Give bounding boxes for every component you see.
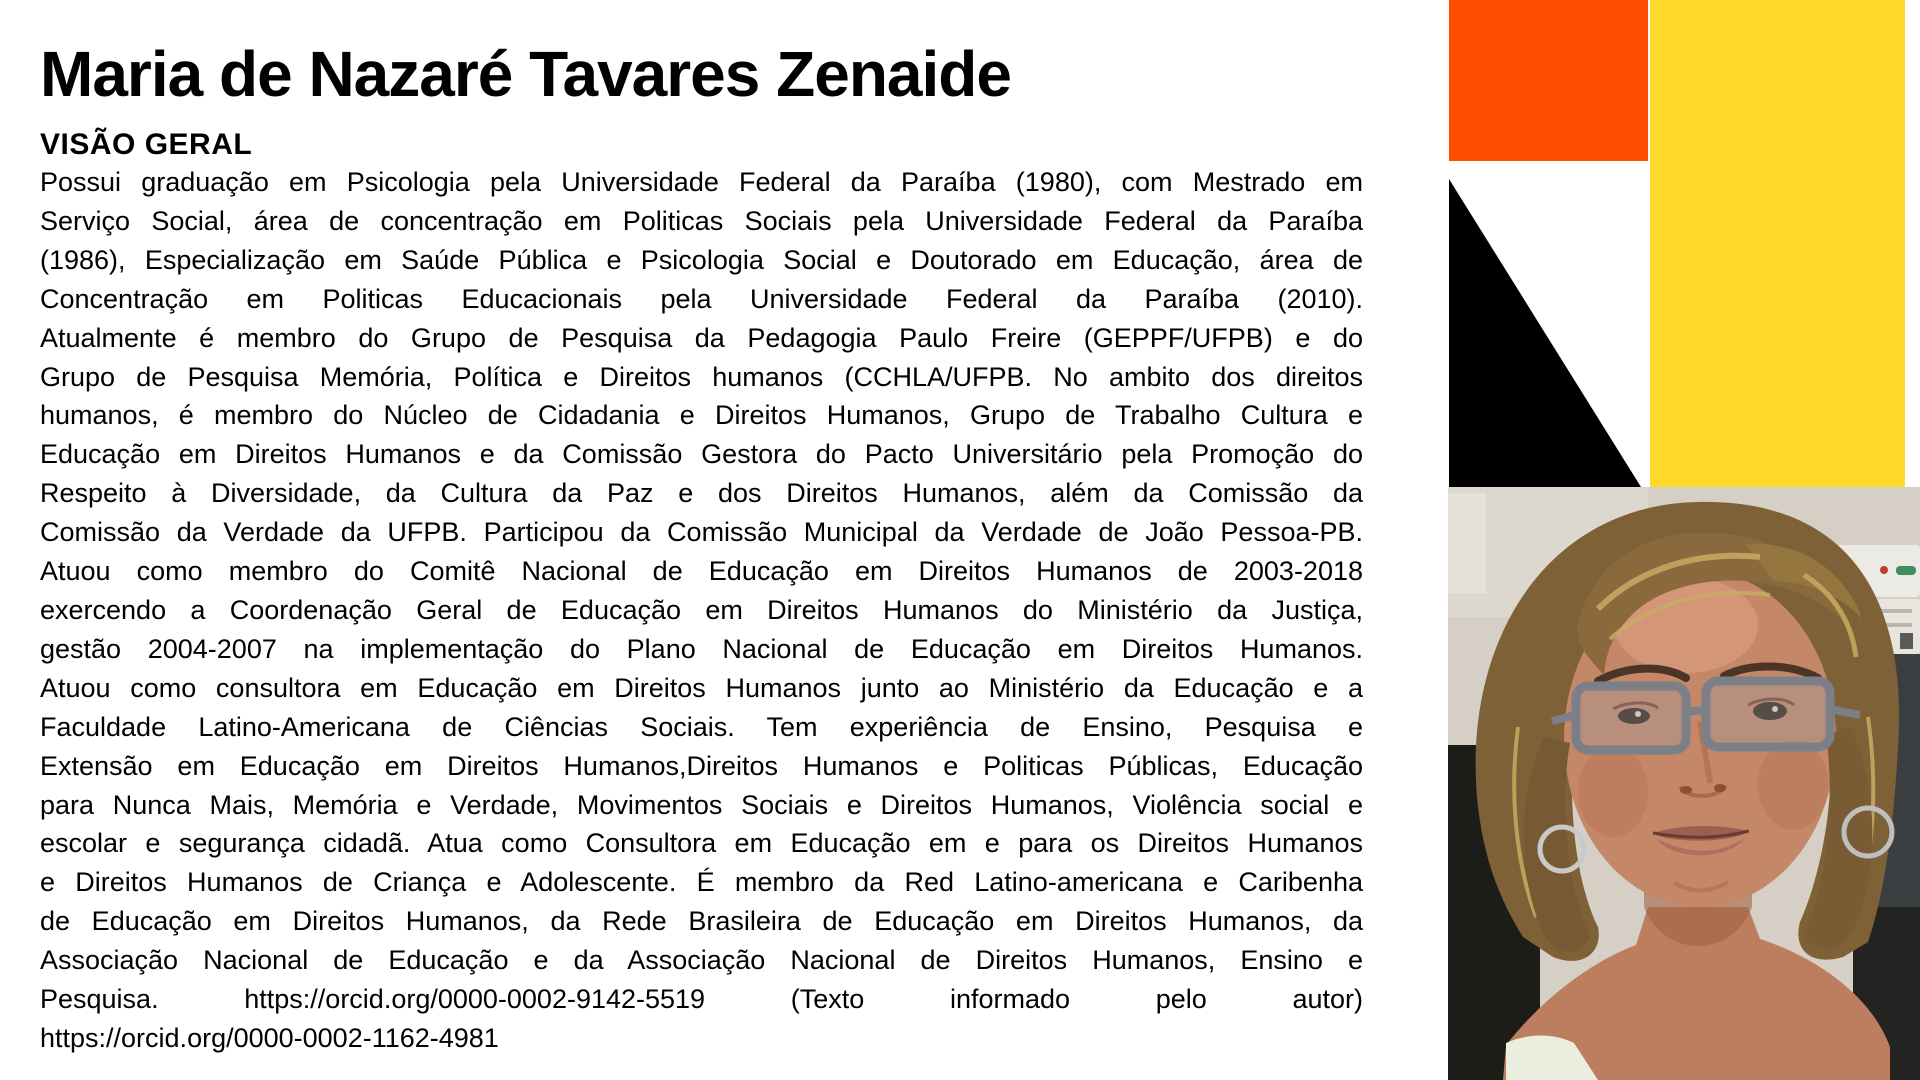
cheek-left — [1578, 747, 1648, 837]
bio-line: Possui graduação em Psicologia pela Universidade Federal da Paraíba (1980), com Mestrado em — [40, 167, 1363, 197]
left-column — [40, 0, 1363, 1058]
bio-line: Atualmente é membro do Grupo de Pesquisa da Pedagogia Paulo Freire (GEPPF/UFPB) e do — [40, 322, 1363, 353]
bio-line: Faculdade Latino-Americana de Ciências Sociais. Tem experiência de Ensino, Pesquisa e — [40, 711, 1363, 742]
bio-line: humanos, é membro do Núcleo de Cidadania e Direitos Humanos, Grupo de Trabalho Cultura e — [40, 400, 1363, 431]
biography-text — [40, 163, 1363, 1058]
bio-line: e Direitos Humanos de Criança e Adolescente. É membro da Red Latino-americana e Caribenha — [40, 867, 1363, 898]
decor-orange-rect — [1449, 0, 1648, 161]
bio-line: Grupo de Pesquisa Memória, Política e Direitos humanos (CCHLA/UFPB. No ambito dos direitos — [40, 361, 1363, 392]
section-heading: VISÃO GERAL — [40, 128, 253, 161]
bio-line: de Educação em Direitos Humanos, da Rede Brasileira de Educação em Direitos Humanos, da — [40, 906, 1363, 937]
bio-line: Associação Nacional de Educação e da Associação Nacional de Direitos Humanos, Ensino e — [40, 945, 1363, 976]
decor-yellow-rect — [1650, 0, 1905, 488]
decor-black-triangle — [1449, 179, 1641, 487]
bio-line: Atuou como membro do Comitê Nacional de Educação em Direitos Humanos de 2003-2018 — [40, 556, 1363, 587]
bio-line: escolar e segurança cidadã. Atua como Consultora em Educação em e para os Direitos Humanos — [40, 828, 1363, 859]
bio-line: (1986), Especialização em Saúde Pública e Psicologia Social e Doutorado em Educação, área de — [40, 244, 1363, 275]
bio-line: https://orcid.org/0000-0002-1162-4981 — [40, 1022, 499, 1053]
bio-line: Serviço Social, área de concentração em Politicas Sociais pela Universidade Federal da Paraíba — [40, 205, 1363, 236]
profile-photo — [1448, 487, 1920, 1080]
bio-line: Pesquisa. https://orcid.org/0000-0002-9142-5519 (Texto informado pelo autor) — [40, 984, 1363, 1015]
bio-line: Atuou como consultora em Educação em Direitos Humanos junto ao Ministério da Educação e a — [40, 672, 1363, 703]
bio-line: Respeito à Diversidade, da Cultura da Paz e dos Direitos Humanos, além da Comissão da — [40, 478, 1363, 509]
bio-line: Comissão da Verdade da UFPB. Participou da Comissão Municipal da Verdade de João Pessoa-PB. — [40, 517, 1363, 548]
cheek-right — [1758, 740, 1828, 830]
bio-line: Concentração em Politicas Educacionais pela Universidade Federal da Paraíba (2010). — [40, 283, 1363, 314]
glasses — [1552, 681, 1860, 750]
profile-photo-svg — [1448, 487, 1920, 1080]
bio-line: gestão 2004-2007 na implementação do Plano Nacional de Educação em Direitos Humanos. — [40, 633, 1363, 664]
person-name: Maria de Nazaré Tavares Zenaide — [40, 38, 1011, 110]
bio-line: exercendo a Coordenação Geral de Educação em Direitos Humanos do Ministério da Justiça, — [40, 594, 1363, 625]
bio-line: para Nunca Mais, Memória e Verdade, Movimentos Sociais e Direitos Humanos, Violência social e — [40, 789, 1363, 820]
bio-line: Educação em Direitos Humanos e da Comissão Gestora do Pacto Universitário pela Promoção do — [40, 439, 1363, 470]
bio-line: Extensão em Educação em Direitos Humanos,Direitos Humanos e Politicas Públicas, Educação — [40, 750, 1363, 781]
